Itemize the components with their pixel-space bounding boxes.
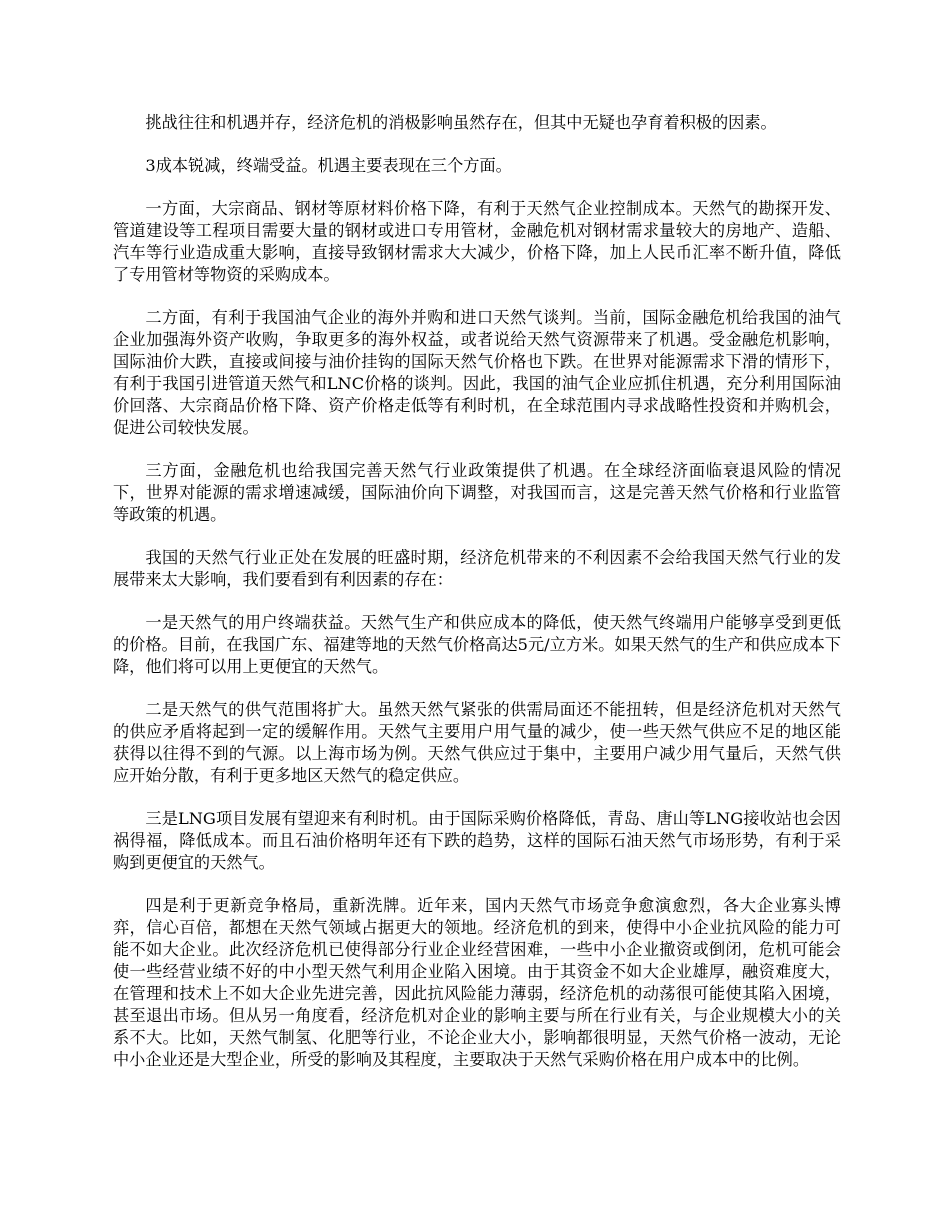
paragraph-point-three: 三是LNG项目发展有望迎来有利时机。由于国际采购价格降低，青岛、唐山等LNG接收站也会因祸得福，降低成本。而且石油价格明年还有下跌的趋势，这样的国际石油天然气市场形势，有利于采购到更便宜的天然气。 — [113, 809, 841, 872]
paragraph-industry-outlook: 我国的天然气行业正处在发展的旺盛时期，经济危机带来的不利因素不会给我国天然气行业的发展带来太大影响，我们要看到有利因素的存在： — [113, 548, 841, 589]
document-body — [113, 112, 841, 1092]
paragraph-first-aspect: 一方面，大宗商品、钢材等原材料价格下降，有利于天然气企业控制成本。天然气的勘探开发、管道建设等工程项目需要大量的钢材或进口专用管材，金融危机对钢材需求量较大的房地产、造船、汽车等行业造成重大影响，直接导致钢材需求大大减少，价格下降，加上人民币汇率不断升值，降低了专用管材等物资的采购成本。 — [113, 199, 841, 284]
paragraph-opportunity-intro: 挑战往往和机遇并存，经济危机的消极影响虽然存在，但其中无疑也孕育着积极的因素。 — [145, 113, 777, 132]
paragraph-point-four: 四是利于更新竞争格局，重新洗牌。近年来，国内天然气市场竞争愈演愈烈，各大企业寡头博弈，信心百倍，都想在天然气领域占据更大的领地。经济危机的到来，使得中小企业抗风险的能力可能不如大企业。此次经济危机已使得部分行业企业经营困难，一些中小企业撤资或倒闭，危机可能会使一些经营业绩不好的中小型天然气利用企业陷入困境。由于其资金不如大企业雄厚，融资难度大，在管理和技术上不如大企业先进完善，因此抗风险能力薄弱，经济危机的动荡很可能使其陷入困境，甚至退出市场。但从另一角度看，经济危机对企业的影响主要与所在行业有关，与企业规模大小的关系不大。比如，天然气制氢、化肥等行业，不论企业大小，影响都很明显，天然气价格一波动，无论中小企业还是大型企业，所受的影响及其程度，主要取决于天然气采购价格在用户成本中的比例。 — [113, 896, 841, 1069]
paragraph-point-two: 二是天然气的供气范围将扩大。虽然天然气紧张的供需局面还不能扭转，但是经济危机对天然气的供应矛盾将起到一定的缓解作用。天然气主要用户用气量的减少，使一些天然气供应不足的地区能获得以往得不到的气源。以上海市场为例。天然气供应过于集中，主要用户减少用气量后，天然气供应开始分散，有利于更多地区天然气的稳定供应。 — [113, 700, 841, 785]
paragraph-second-aspect: 二方面，有利于我国油气企业的海外并购和进口天然气谈判。当前，国际金融危机给我国的油气企业加强海外资产收购，争取更多的海外权益，或者说给天然气资源带来了机遇。受金融危机影响，国际油价大跌，直接或间接与油价挂钩的国际天然气价格也下跌。在世界对能源需求下滑的情形下，有利于我国引进管道天然气和LNC价格的谈判。因此，我国的油气企业应抓住机遇，充分利用国际油价回落、大宗商品价格下降、资产价格走低等有利时机，在全球范围内寻求战略性投资和并购机会，促进公司较快发展。 — [113, 308, 841, 437]
paragraph-third-aspect: 三方面，金融危机也给我国完善天然气行业政策提供了机遇。在全球经济面临衰退风险的情况下，世界对能源的需求增速减缓，国际油价向下调整，对我国而言，这是完善天然气价格和行业监管等政策的机遇。 — [113, 461, 841, 524]
paragraph-cost-heading: 3成本锐减，终端受益。机遇主要表现在三个方面。 — [145, 156, 512, 175]
paragraph-point-one: 一是天然气的用户终端获益。天然气生产和供应成本的降低，使天然气终端用户能够享受到更低的价格。目前，在我国广东、福建等地的天然气价格高达5元/立方米。如果天然气的生产和供应成本下降，他们将可以用上更便宜的天然气。 — [113, 613, 841, 676]
